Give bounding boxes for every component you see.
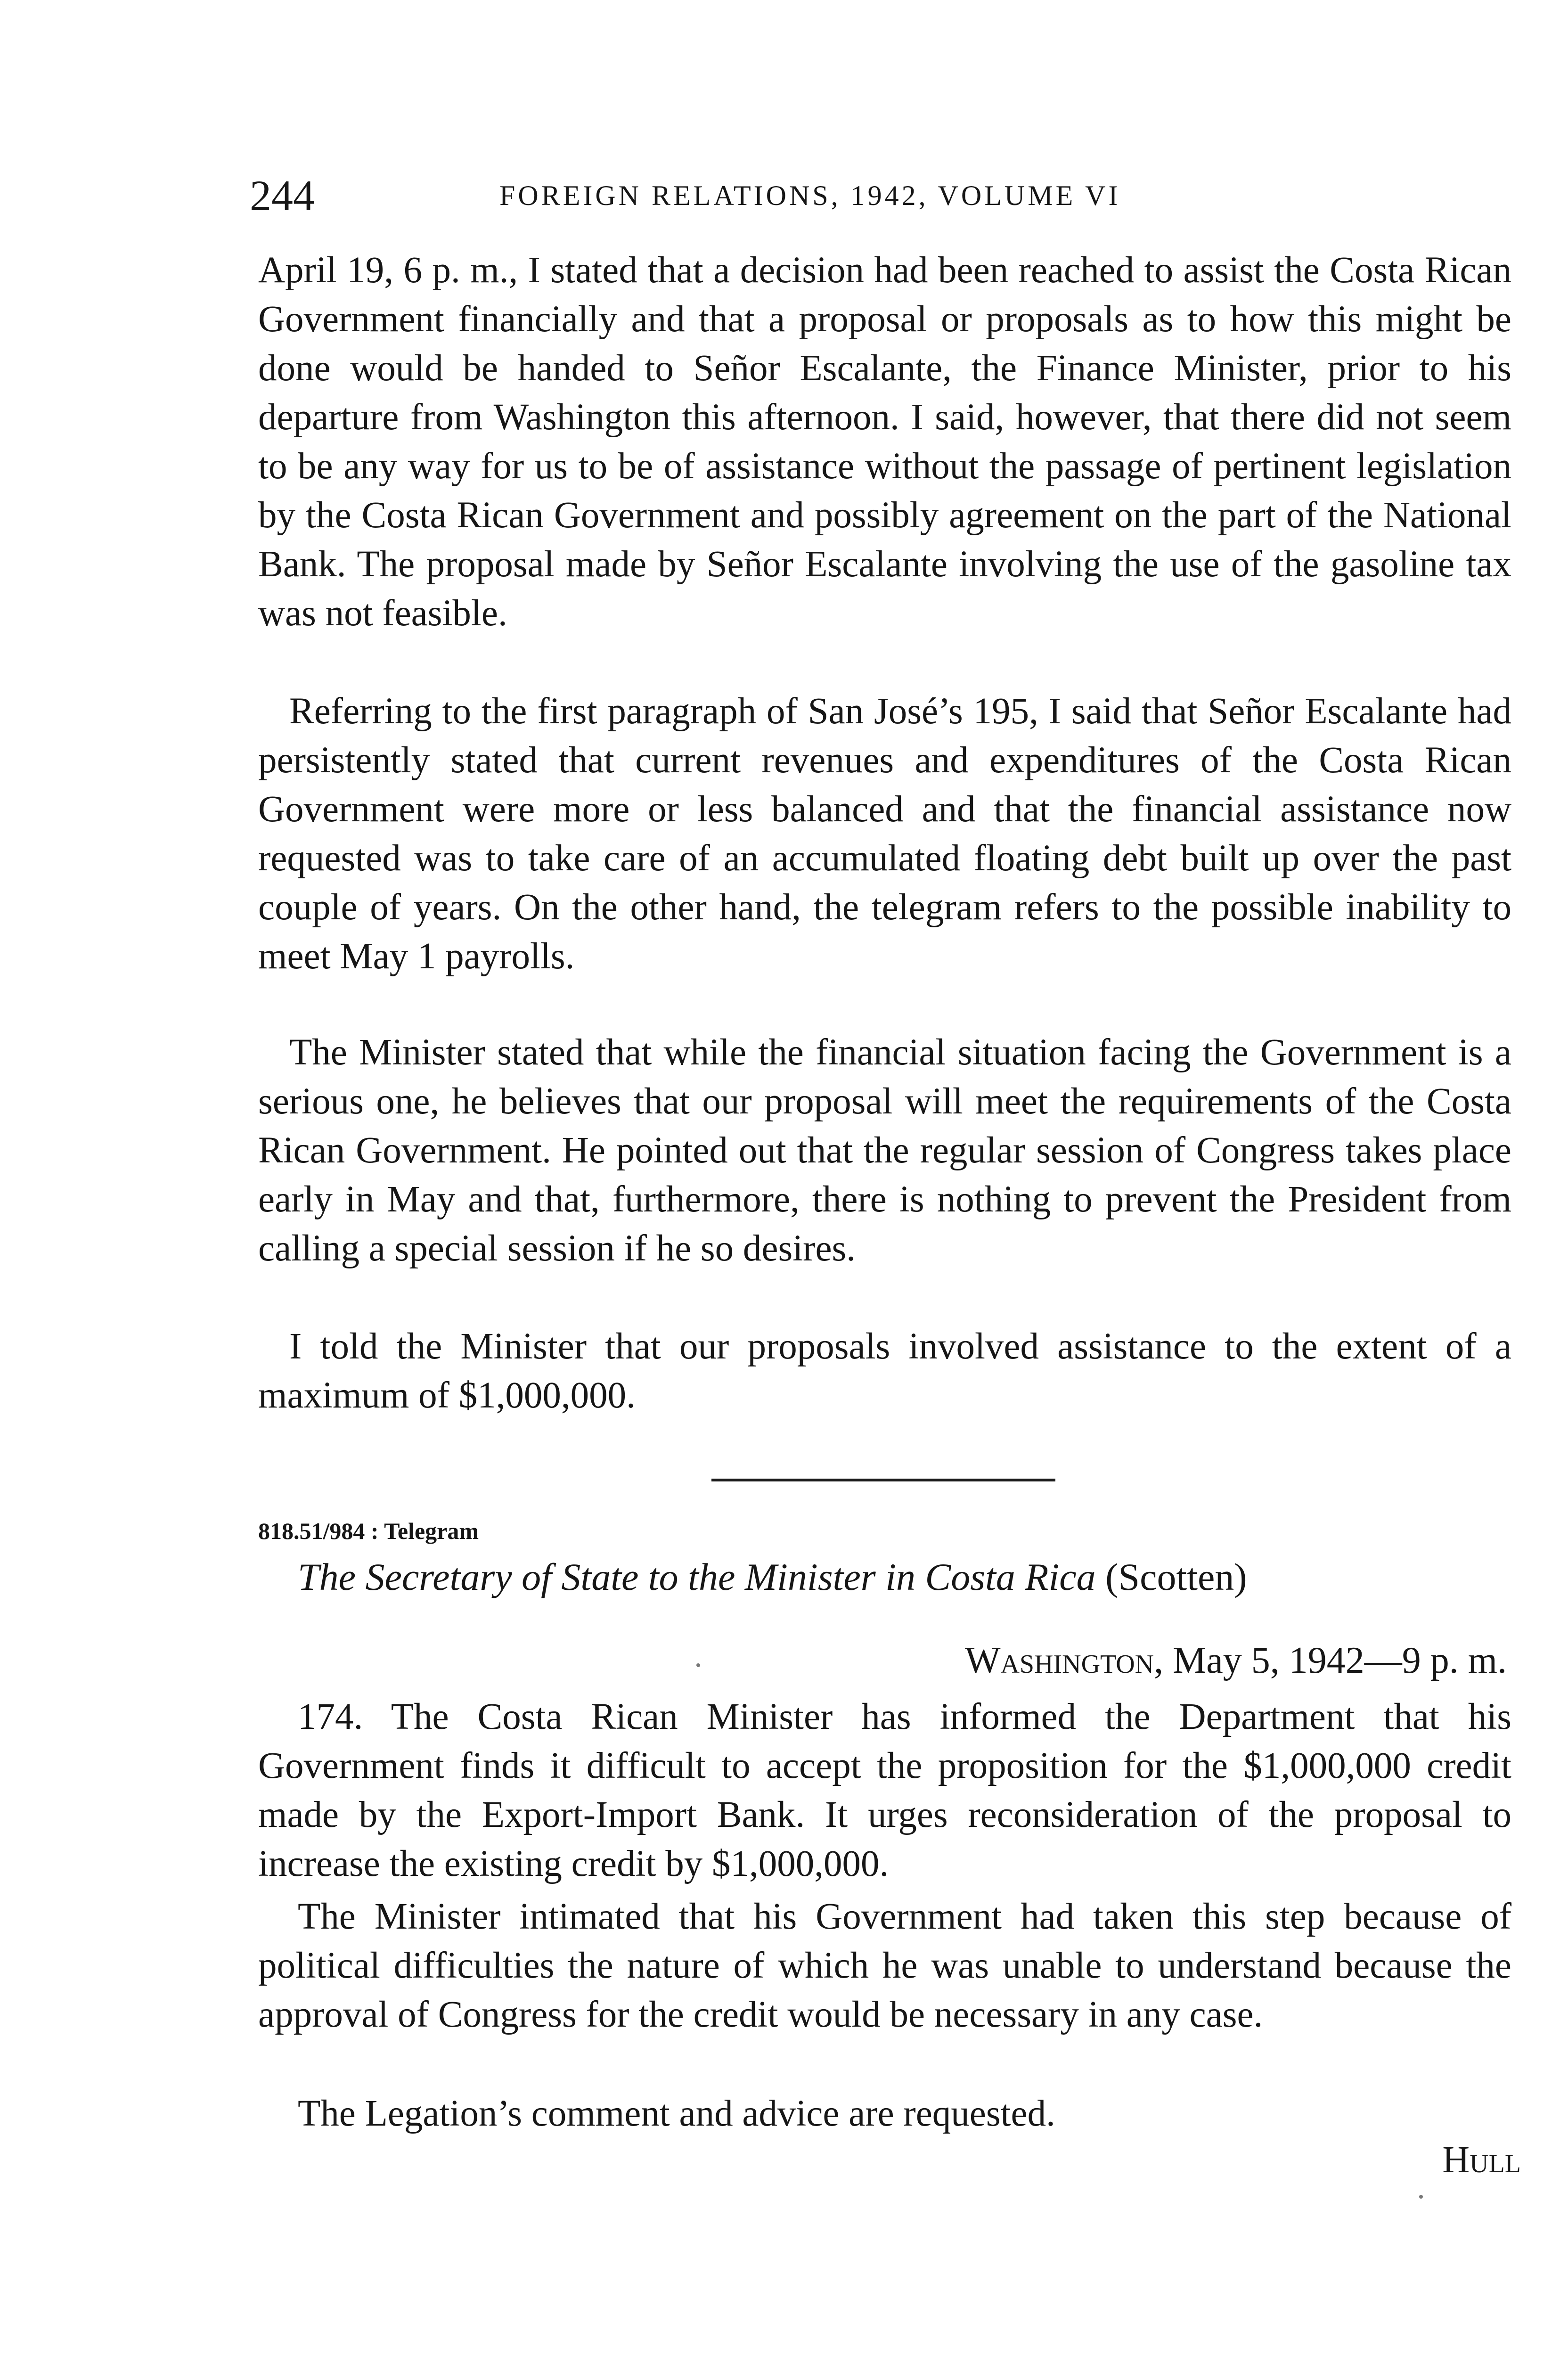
telegram-signature: Hull bbox=[1442, 2139, 1521, 2181]
telegram-file-reference: 818.51/984 : Telegram bbox=[258, 1518, 479, 1544]
page-number: 244 bbox=[250, 172, 315, 220]
section-divider bbox=[711, 1479, 1055, 1481]
running-head: FOREIGN RELATIONS, 1942, VOLUME VI bbox=[499, 180, 1121, 211]
body-paragraph-1: April 19, 6 p. m., I stated that a decision had been reached to assist the Costa Rican Government financially and that a proposal or proposals as to how this might be done would be handed to Señor Escalante, the Finance Minister, prior to his departure from Washington this afternoon. I said, however, that there did not seem to be any way for us to be of assistance without the passage of pertinent legislation by the Costa Rican Government and possibly agreement on the part of the National Bank. The proposal made by Señor Escalante involving the use of the gasoline tax was not feasible. bbox=[258, 250, 1511, 634]
telegram-paragraph-2: The Minister intimated that his Government had taken this step because of political difficulties the nature of which he was unable to understand because the approval of Congress for the credit would be necessary in any case. bbox=[258, 1896, 1511, 2035]
dateline-date: , May 5, 1942—9 p. m. bbox=[1154, 1640, 1507, 1681]
telegram-title-suffix: (Scotten) bbox=[1105, 1555, 1247, 1598]
telegram-paragraph-3: The Legation’s comment and advice are requested. bbox=[298, 2093, 1055, 2134]
body-paragraph-3: The Minister stated that while the financial situation facing the Government is a serious one, he believes that our proposal will meet the requirements of the Costa Rican Government. He pointed out that the regular session of Congress takes place early in May and that, furthermore, there is nothing to prevent the President from calling a special session if he so desires. bbox=[258, 1032, 1511, 1269]
telegram-title-text: The Secretary of State to the Minister in Costa Rica bbox=[298, 1555, 1096, 1598]
scan-speck bbox=[696, 1663, 700, 1667]
scan-speck bbox=[1419, 2195, 1423, 2199]
telegram-dateline bbox=[965, 1636, 1507, 1685]
telegram-paragraph-1: 174. The Costa Rican Minister has informed the Department that his Government finds it difficult to accept the proposition for the $1,000,000 credit made by the Export-Import Bank. It urges reconsideration of the proposal to increase the existing credit by $1,000,000. bbox=[258, 1696, 1511, 1884]
body-paragraph-4: I told the Minister that our proposals involved assistance to the extent of a maximum of $1,000,000. bbox=[258, 1326, 1511, 1416]
telegram-title bbox=[298, 1551, 1504, 1603]
dateline-place: Washington bbox=[964, 1640, 1154, 1681]
page-header bbox=[250, 170, 1522, 221]
body-paragraph-2: Referring to the first paragraph of San José’s 195, I said that Señor Escalante had persistently stated that current revenues and expenditures of the Costa Rican Government were more or less balanced and that the financial assistance now requested was to take care of an accumulated floating debt built up over the past couple of years. On the other hand, the telegram refers to the possible inability to meet May 1 payrolls. bbox=[258, 691, 1511, 977]
